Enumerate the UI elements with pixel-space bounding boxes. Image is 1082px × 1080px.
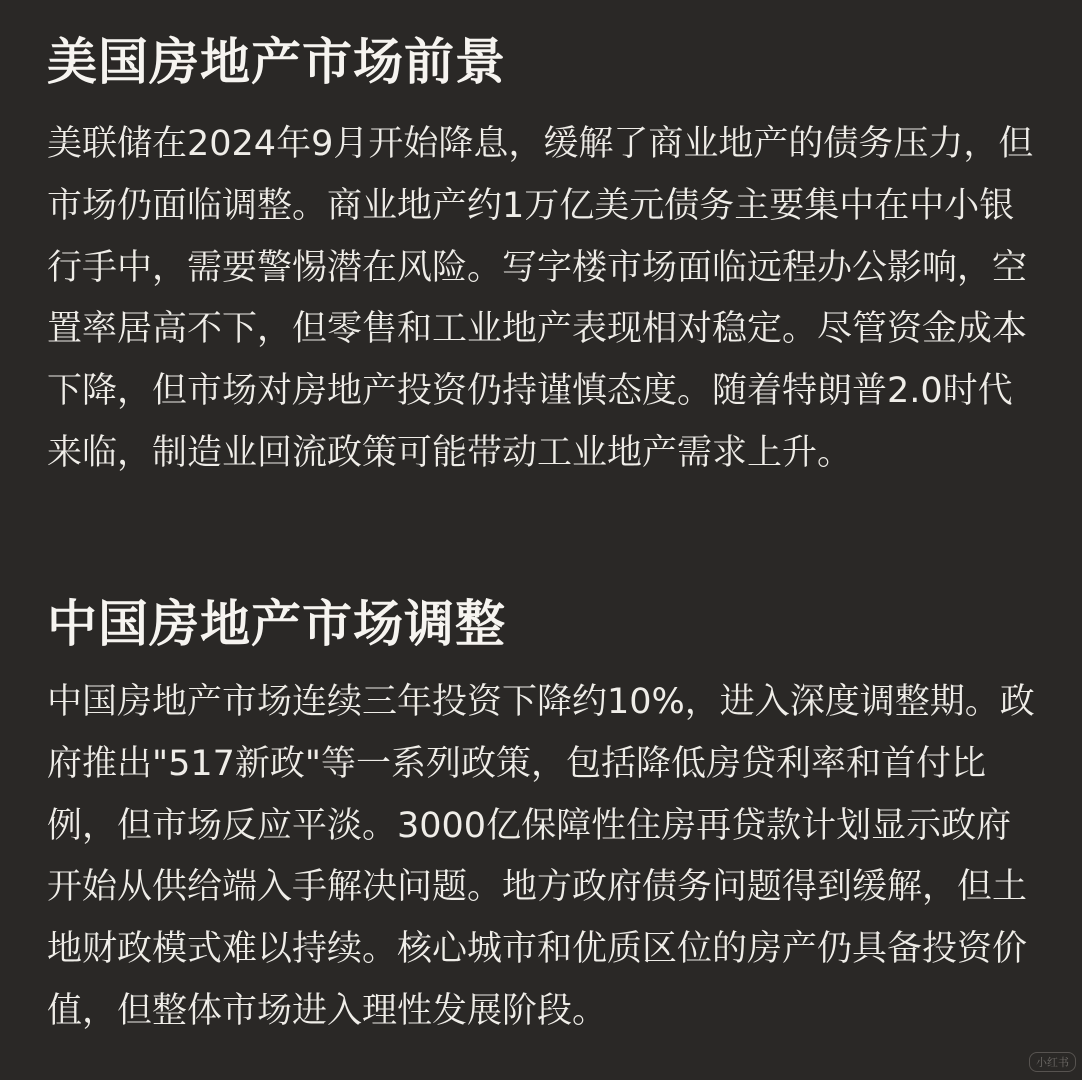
section-heading-us-market: 美国房地产市场前景 (47, 33, 506, 91)
watermark-logo: 小红书 (1029, 1052, 1076, 1072)
china-market-section (47, 592, 1047, 1043)
section-heading-china-market: 中国房地产市场调整 (47, 595, 506, 653)
us-market-section (47, 30, 1047, 485)
section-body-china-market: 中国房地产市场连续三年投资下降约10%，进入深度调整期。政府推出"517新政"等一系列政策，包括降低房贷利率和首付比例，但市场反应平淡。3000亿保障性住房再贷款计划显示政府开始从供给端入手解决问题。地方政府债务问题得到缓解，但土地财政模式难以持续。核心城市和优质区位的房产仍具备投资价值，但整体市场进入理性发展阶段。 (47, 682, 1035, 1031)
section-body-us-market: 美联储在2024年9月开始降息，缓解了商业地产的债务压力，但市场仍面临调整。商业地产约1万亿美元债务主要集中在中小银行手中，需要警惕潜在风险。写字楼市场面临远程办公影响，空置率居高不下，但零售和工业地产表现相对稳定。尽管资金成本下降，但市场对房地产投资仍持谨慎态度。随着特朗普2.0时代来临，制造业回流政策可能带动工业地产需求上升。 (47, 124, 1034, 473)
